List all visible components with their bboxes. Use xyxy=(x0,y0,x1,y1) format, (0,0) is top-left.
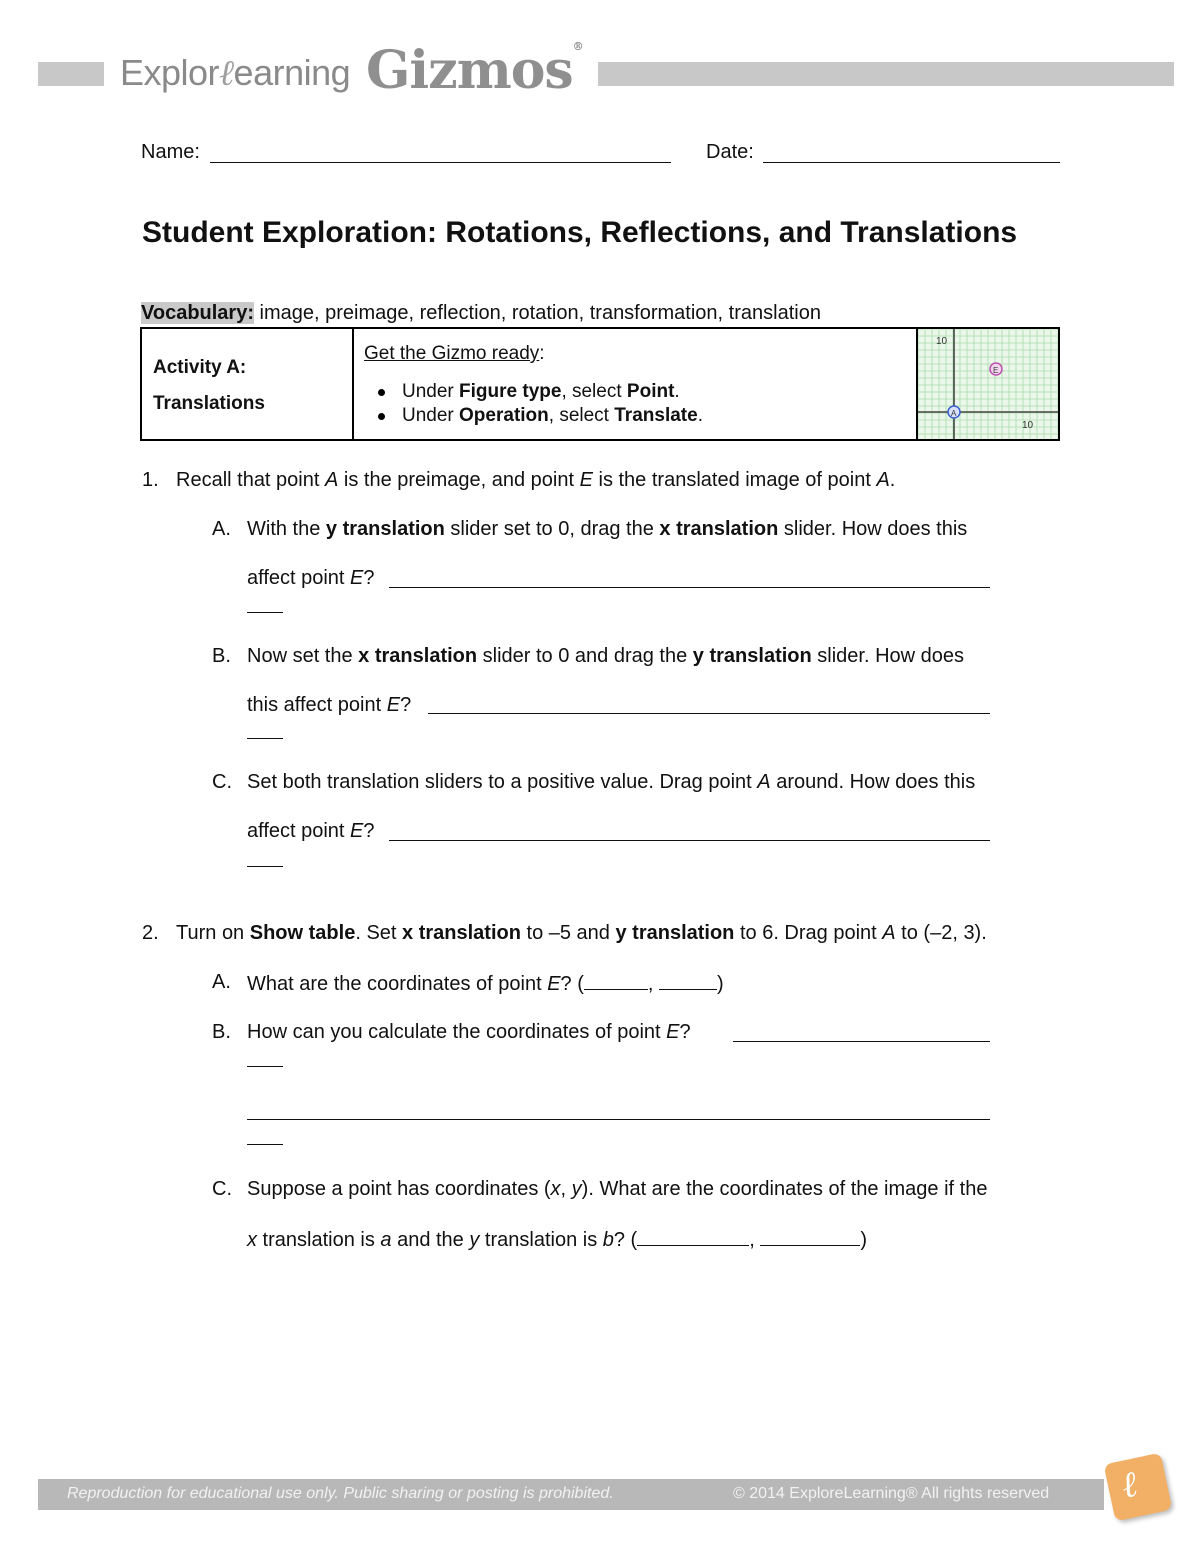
brand-learning: earning xyxy=(233,52,351,93)
q2-text-4: to 6. Drag point xyxy=(734,922,883,944)
q1b-line2 xyxy=(247,694,411,717)
q1b-answer-continuation[interactable] xyxy=(247,738,283,739)
badge-el-glyph: ℓ xyxy=(1118,1462,1142,1507)
q1c-var-e: E xyxy=(350,820,364,842)
q2c-comma: , xyxy=(560,1178,572,1200)
q2c-letter: C. xyxy=(212,1178,232,1200)
header-bar-right xyxy=(598,62,1174,86)
q2c-line2 xyxy=(247,1227,867,1252)
gizmo-grid-image xyxy=(918,329,1058,439)
q1a-letter: A. xyxy=(212,518,231,540)
q1b-var-e: E xyxy=(386,694,401,716)
q2-var-a: A xyxy=(882,922,896,944)
brand-gizmos-text: Gizmos xyxy=(366,40,573,101)
q2a-comma: , xyxy=(647,973,659,995)
vocabulary-line xyxy=(141,302,821,325)
q1-text-4: . xyxy=(889,469,896,491)
q1-text-1: Recall that point xyxy=(176,469,325,491)
bullet-2-text: Under xyxy=(402,405,460,426)
footer-reproduction-notice: Reproduction for educational use only. Public sharing or posting is prohibited. xyxy=(67,1485,614,1502)
q1b-y-translation: y translation xyxy=(692,645,812,667)
q1b-text-2: slider to 0 and drag the xyxy=(477,645,693,667)
q2c-l2-text-1: translation is xyxy=(257,1229,381,1251)
gizmo-ready-heading xyxy=(364,343,545,365)
bullet-1-point: Point xyxy=(626,381,675,402)
q1a-text-2: slider set to 0, drag the xyxy=(444,518,660,540)
q1b-text-1: Now set the xyxy=(247,645,359,667)
q1a-text-3: slider. How does this xyxy=(778,518,968,540)
q2c-l2-var-x: x xyxy=(247,1229,257,1251)
q1-var-a2: A xyxy=(876,469,890,491)
q1c-prompt xyxy=(247,771,975,794)
q2c-var-y: y xyxy=(571,1178,582,1200)
q2c-l2-comma: , xyxy=(749,1229,761,1251)
q2c-var-a: a xyxy=(380,1229,392,1251)
explorelearning-badge-icon xyxy=(1104,1453,1173,1522)
q1b-text-3: slider. How does xyxy=(811,645,965,667)
q2b-letter: B. xyxy=(212,1021,231,1043)
q1c-answer-field[interactable] xyxy=(389,840,990,841)
q2c-l2-text-2: and the xyxy=(391,1229,470,1251)
q2b-var-e: E xyxy=(666,1021,680,1043)
q2a-letter: A. xyxy=(212,971,231,993)
q1-text-2: is the preimage, and point xyxy=(338,469,580,491)
q2b-qmark: ? xyxy=(679,1021,691,1043)
q2-number: 2. xyxy=(142,922,159,944)
registered-mark: ® xyxy=(572,40,583,53)
q1a-prompt xyxy=(247,518,967,541)
bullet-2-operation: Operation xyxy=(459,405,549,426)
q2c-l2-close-paren: ) xyxy=(860,1229,868,1251)
q2a-y-blank[interactable] xyxy=(659,971,717,990)
q2a-text-2: ? ( xyxy=(560,973,584,995)
q2-text-1: Turn on xyxy=(176,922,250,944)
q2b-text-1: How can you calculate the coordinates of point xyxy=(247,1021,667,1043)
gizmo-thumbnail xyxy=(918,329,1058,439)
q2c-text-1: Suppose a point has coordinates ( xyxy=(247,1178,551,1200)
q1-number: 1. xyxy=(142,469,159,491)
date-label: Date: xyxy=(706,141,754,163)
axis-label-y: 10 xyxy=(936,336,948,347)
vocabulary-terms: image, preimage, reflection, rotation, transformation, translation xyxy=(254,302,821,324)
vocabulary-label: Vocabulary: xyxy=(141,302,254,324)
q2a-text-1: What are the coordinates of point xyxy=(247,973,548,995)
activity-title: Activity A: xyxy=(153,357,247,378)
q1b-qmark: ? xyxy=(400,694,412,716)
q2c-var-x: x xyxy=(550,1178,561,1200)
q1b-answer-field[interactable] xyxy=(428,713,990,714)
brand-logo xyxy=(120,52,350,94)
q2-text-5: to (–2, 3). xyxy=(895,922,987,944)
bullet-2-text-mid: , select xyxy=(548,405,615,426)
q1a-qmark: ? xyxy=(363,567,375,589)
q2a-prompt xyxy=(247,971,724,996)
q1-var-e: E xyxy=(579,469,593,491)
q2-text-2: . Set xyxy=(355,922,403,944)
q2c-l2-text-3: translation is xyxy=(479,1229,603,1251)
q1b-prompt xyxy=(247,645,964,668)
bullet-2-period: . xyxy=(697,405,703,426)
footer-copyright: © 2014 ExploreLearning® All rights reserved xyxy=(733,1485,1050,1502)
q2c-var-b: b xyxy=(602,1229,614,1251)
brand-swirl-icon: ℓ xyxy=(219,53,234,94)
q2-y-translation: y translation xyxy=(615,922,735,944)
q1c-text-2: around. How does this xyxy=(770,771,976,793)
brand-gizmos xyxy=(366,40,583,101)
q1a-y-translation: y translation xyxy=(325,518,445,540)
bullet-1-figure-type: Figure type xyxy=(459,381,562,402)
point-e-label: E xyxy=(993,366,999,375)
q2-x-translation: x translation xyxy=(402,922,521,944)
q1a-line2-text: affect point xyxy=(247,567,351,589)
q2b-answer-field[interactable] xyxy=(733,1041,990,1042)
q2b-answer-continuation-2[interactable] xyxy=(247,1144,283,1145)
q2a-var-e: E xyxy=(547,973,561,995)
gizmo-ready-label: Get the Gizmo ready xyxy=(364,343,540,364)
q1c-var-a: A xyxy=(757,771,771,793)
q1a-text-1: With the xyxy=(247,518,326,540)
header-bar-left xyxy=(38,62,104,86)
q2b-answer-field-2[interactable] xyxy=(247,1119,990,1120)
q1b-x-translation: x translation xyxy=(358,645,478,667)
q2-prompt xyxy=(176,922,987,945)
q2a-close-paren: ) xyxy=(717,973,724,995)
q1a-answer-field[interactable] xyxy=(389,587,990,588)
q1a-var-e: E xyxy=(350,567,364,589)
q1c-line2-text: affect point xyxy=(247,820,351,842)
point-a-label: A xyxy=(951,409,957,418)
bullet-2-translate: Translate xyxy=(614,405,698,426)
axis-label-x: 10 xyxy=(1022,420,1034,431)
q1c-line2 xyxy=(247,820,375,843)
q1c-answer-continuation[interactable] xyxy=(247,866,283,867)
bullet-1-period: . xyxy=(674,381,680,402)
activity-subtitle: Translations xyxy=(153,393,265,414)
name-label: Name: xyxy=(141,141,200,163)
brand-explore: Explor xyxy=(120,52,220,93)
q1-text-3: is the translated image of point xyxy=(592,469,877,491)
q1a-line2 xyxy=(247,567,375,590)
q2a-x-blank[interactable] xyxy=(584,971,648,990)
q1-prompt xyxy=(176,469,895,492)
q1a-x-translation: x translation xyxy=(659,518,779,540)
q1a-answer-continuation[interactable] xyxy=(247,612,283,613)
bullet-1-text: Under xyxy=(402,381,460,402)
name-field[interactable] xyxy=(210,162,671,163)
q1-var-a: A xyxy=(324,469,339,491)
q2b-answer-continuation-1[interactable] xyxy=(247,1066,283,1067)
q1b-letter: B. xyxy=(212,645,231,667)
activity-title-cell xyxy=(142,329,354,439)
bullet-1-text-mid: , select xyxy=(561,381,627,402)
q1c-text-1: Set both translation sliders to a positive value. Drag point xyxy=(247,771,758,793)
q2-text-3: to –5 and xyxy=(520,922,616,944)
instruction-bullet-1 xyxy=(402,381,680,403)
q2b-prompt xyxy=(247,1021,691,1044)
q2c-l2-var-y: y xyxy=(469,1229,480,1251)
q2c-text-2: ). What are the coordinates of the image if the xyxy=(581,1178,988,1200)
q2c-y-blank[interactable] xyxy=(760,1227,860,1246)
gizmo-ready-colon: : xyxy=(539,343,545,364)
page-title: Student Exploration: Rotations, Reflections, and Translations xyxy=(142,216,1018,249)
q2c-x-blank[interactable] xyxy=(637,1227,749,1246)
q1b-line2-text: this affect point xyxy=(247,694,387,716)
activity-table xyxy=(140,327,1060,441)
q1c-qmark: ? xyxy=(363,820,375,842)
activity-instructions-cell xyxy=(354,329,918,439)
q2c-prompt xyxy=(247,1178,987,1201)
instruction-bullet-2 xyxy=(402,405,703,427)
date-field[interactable] xyxy=(763,162,1060,163)
q2-show-table: Show table xyxy=(249,922,356,944)
q2c-l2-text-4: ? ( xyxy=(613,1229,638,1251)
q1c-letter: C. xyxy=(212,771,232,793)
